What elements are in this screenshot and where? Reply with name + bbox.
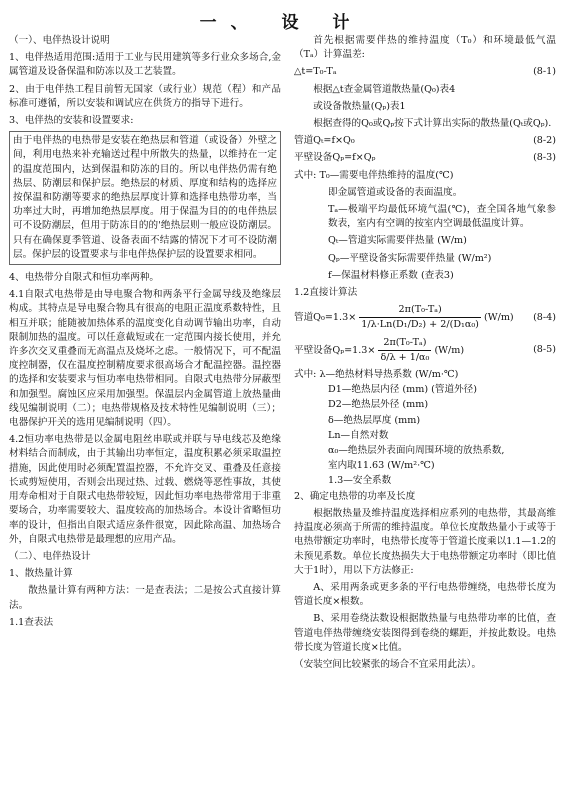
definition-ta: Tₐ—极端平均最低环境气温(℃)，查全国各地气象参数表，室内有空调的按室内空调最低温度计算。	[328, 204, 556, 230]
left-column	[9, 34, 281, 633]
equation-8-5-numerator: 2π(T₀-Tₐ)	[378, 336, 431, 351]
equation-8-2-body: 管道Qₜ=f×Q₀	[294, 135, 355, 147]
equation-8-3-number: (8-3)	[533, 152, 556, 164]
lookup-pipe-line: 根据△t查金属管道散热量(Q₀)表4	[313, 83, 456, 95]
equation-8-5	[294, 336, 556, 365]
paragraph-4: 4、电热带分自限式和恒功率两种。	[9, 272, 160, 284]
lookup-equipment-line: 或设备散热量(Qₚ)表1	[313, 100, 406, 112]
equation-8-5-lhs: 平壁设备Qₚ=1.3×	[294, 344, 376, 356]
equation-8-4-body	[294, 303, 514, 332]
paragraph-4-2: 4.2恒功率电热带是以金属电阻丝串联或并联与导电线芯及绝缘材料结合而制成，由于其输出功率恒定，温度积累必须采取温控措施，因此使用时必须配置温控器，不允许交叉、重叠及任意接长或剪短使用，否则会出现过热、过载、燃烧等恶性事故，其使用寿命相对于自限式电热带较短，因此恒功率电热带常用于非重要场合，功率需要较大、温度较高的加热场合。本设计省略恒功率的设计，但指出自限式适应条件很宽，因此除高温、加热场合外，自限式电热带是最理想的应用产品。	[9, 434, 281, 545]
equation-8-1	[294, 65, 556, 79]
paragraph-calc-methods: 散热量计算有两种方法：一是查表法；二是按公式直接计算法。	[9, 585, 281, 611]
equation-8-5-unit: (W/m)	[434, 344, 465, 356]
symbol-ln: Ln—自然对数	[328, 429, 389, 441]
equation-8-5-denominator: δ/λ + 1/α₀	[380, 351, 430, 363]
equation-8-4-fraction	[359, 303, 481, 332]
equation-8-3-body: 平壁设备Qₚ=f×Qₚ	[294, 152, 376, 164]
symbol-delta: δ—绝热层厚度 (mm)	[328, 414, 421, 426]
power-length-paragraph: 根据散热量及维持温度选择相应系列的电热带，其最高维持温度必须高于所需的维持温度。单位长度散热量小于或等于电热带额定功率时，电热带长度等于管道长度乘以1.1—1.2的未预见系数。单位长度热损失大于电热带额定功率时（即比值大于1时），用以下方法修正:	[294, 507, 556, 576]
equation-8-3	[294, 151, 556, 165]
equation-8-4-numerator: 2π(T₀-Tₐ)	[359, 303, 481, 318]
equation-8-4-lhs: 管道Q₀=1.3×	[294, 312, 357, 324]
equation-8-2	[294, 134, 556, 148]
section-heading-1: （一）、电伴热设计说明	[9, 35, 110, 46]
method-b-note: （安装空间比较紧张的场合不宜采用此法）。	[294, 658, 482, 670]
installation-requirements-box	[9, 131, 281, 265]
paragraph-1-1: 1.1查表法	[9, 616, 54, 628]
actual-heat-line: 根据查得的Q₀或Qₚ按下式计算出实际的散热量(Qₜ或Qₚ).	[313, 118, 552, 130]
paragraph-3-heading: 3、电伴热的安装和设置要求:	[9, 115, 134, 127]
definition-t0-detail: 即金属管道或设备的表面温度。	[328, 186, 463, 198]
symbol-alpha: α₀—绝热层外表面向周围环境的放热系数,	[328, 445, 505, 457]
paragraph-1: 1、电伴热适用范围:适用于工业与民用建筑等多行业众多场合,金属管道及设备保温和防冻以及工艺装置。	[9, 52, 281, 78]
section-heading-2: （二）、电伴热设计	[9, 550, 91, 562]
equation-8-2-number: (8-2)	[533, 135, 556, 147]
method-b: B、采用卷绕法数设根据散热量与电热带功率的比值，查管道电伴热带缠绕安装图得到卷绕的螺距，并按此数设。电热带长度为管道长度×比值。	[294, 613, 556, 653]
paragraph-4-1: 4.1自限式电热带是由导电聚合物和两条平行金属导线及绝缘层构成。其特点是导电聚合物具有很高的电阻正温度系数特性，且相互并联；能随被加热体系的温度变化自动调节输出功率，自动限制加热的温度。可以任意截短或在一定范围内接长使用，并允许多次交叉重叠而无高温点及烧坏之虑。一般情况下，可不配温度控制器，仅在温度控制精度要求很高场合才配温控器。温控器的选择和安装要求与恒功率电热带相同。自限式电热带分屏蔽型和加强型。腐蚀区应采用加强型。保温层内金属管道上放热量曲线见编制说明（二）；电热带规格及技术特性见编制说明（三）；电器保护开关的选用见编制说明（四）。	[9, 289, 281, 429]
page-title: 一、 设 计	[199, 13, 364, 33]
temp-diff-intro: 首先根据需要伴热的维持温度（T₀）和环境最低气温（Tₐ）计算温差:	[294, 35, 556, 61]
definition-t0: 式中: T₀—需要电伴热维持的温度(℃)	[294, 169, 454, 181]
equation-8-4-number: (8-4)	[533, 311, 556, 323]
paragraph-2: 2、由于电伴热工程目前暂无国家（或行业）规范（程）和产品标准可遵循，所以安装和调试应在供货方的指导下进行。	[9, 83, 281, 109]
method-a: A、采用两条或更多条的平行电热带缠绕，电热带长度为管道长度×根数。	[294, 581, 556, 608]
equation-8-5-number: (8-5)	[533, 344, 556, 356]
symbol-d1: D1—绝热层内径 (mm) (管道外径)	[328, 384, 477, 396]
symbol-definitions	[294, 368, 556, 489]
section-1-2-heading: 1.2直接计算法	[294, 287, 358, 299]
installation-requirements-text: 由于电伴热的电热带是安装在绝热层和管道（或设备）外壁之间，利用电热来补充输送过程中所散失的热量，以维持在一定的温度范围内，达到保温和防冻的目的。所以电伴热仍需有绝热层、防潮层和保护层。绝热层的材质、厚度和结构的选择应按保温和防潮等要求的绝热层厚度计算和选择电热带功率，当功率过大时，再增加绝热层厚度。用于保温为目的的电伴热层可不设防潮层，但用于防冻目的的'绝热层则一般应设防潮层。只有在确保夏季管道、设备表面不结露的情况下才可不设防潮层。保护层的设置要求与非电伴热保护层的设置要求相同。	[13, 135, 277, 260]
equation-8-5-body	[294, 336, 464, 365]
equation-8-1-body: △t=T₀-Tₐ	[294, 66, 337, 78]
paragraph-calc: 1、散热量计算	[9, 568, 73, 580]
symbol-alpha-value: 室内取11.63 (W/m²·℃)	[328, 460, 435, 472]
definition-qt: Qₜ—管道实际需要伴热量 (W/m)	[328, 235, 467, 247]
section-2-heading: 2、确定电热带的功率及长度	[294, 490, 416, 502]
equation-8-4-denominator: 1/λ·Ln(D₁/D₂) + 2/(D₁α₀)	[361, 319, 479, 331]
equation-8-1-number: (8-1)	[533, 66, 556, 78]
definition-f: f—保温材料修正系数 (查表3)	[328, 269, 454, 281]
equation-8-5-fraction	[378, 336, 431, 365]
symbol-lambda: 式中: λ—绝热材料导热系数 (W/m·℃)	[294, 369, 459, 381]
right-column	[294, 34, 556, 675]
symbol-d2: D2—绝热层外径 (mm)	[328, 399, 429, 411]
equation-8-4	[294, 303, 556, 332]
equation-8-4-unit: (W/m)	[484, 312, 514, 324]
definition-qp: Qₚ—平壁设备实际需要伴热量 (W/m²)	[328, 252, 492, 264]
symbol-safety-factor: 1.3—安全系数	[328, 475, 392, 487]
